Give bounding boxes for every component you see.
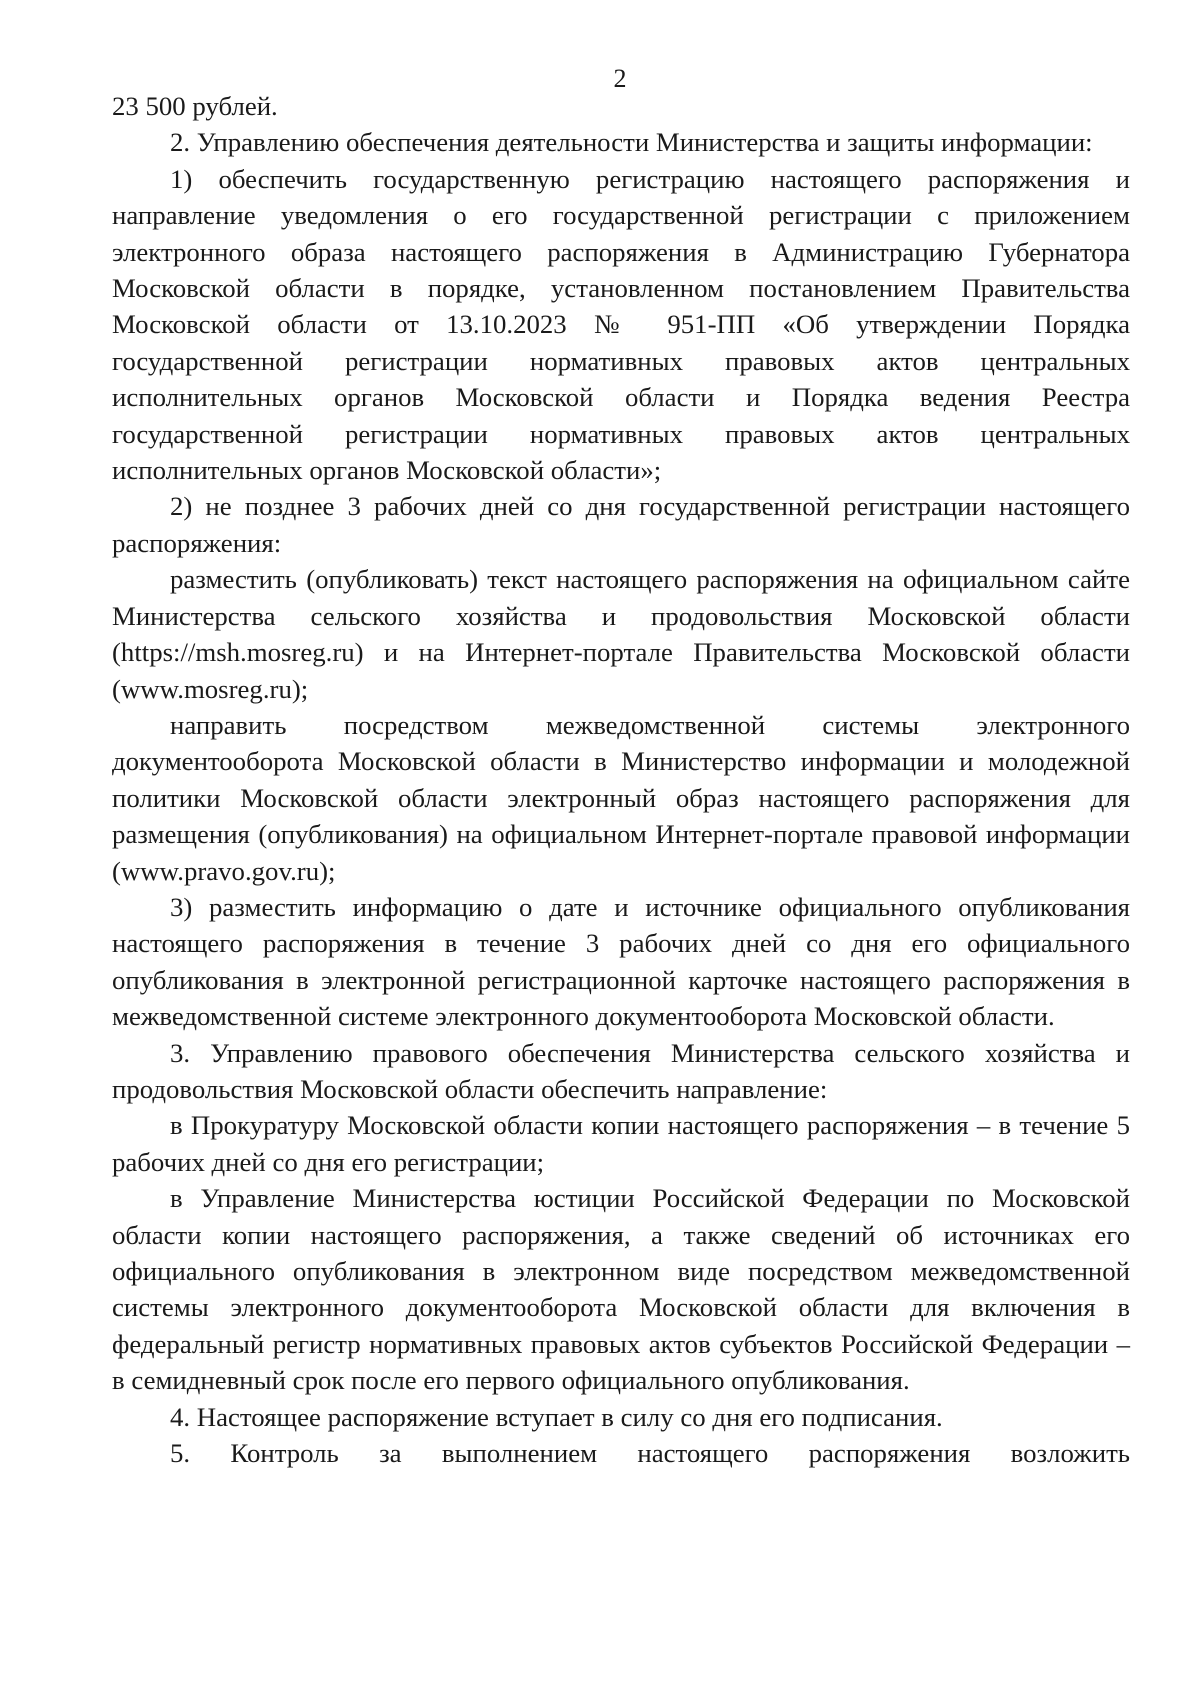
paragraph-subitem-1: 1) обеспечить государственную регистрацию настоящего распоряжения и направление уведомления о его государственной регистрации с приложением электронного образа настоящего распоряжения в Администрацию Губернатора Московской области в порядке, установленном постановлением Правительства Московской области от 13.10.2023 № 951-ПП «Об утверждении Порядка государственной регистрации нормативных правовых актов центральных исполнительных органов Московской области и Порядка ведения Реестра государственной регистрации нормативных правовых актов центральных исполнительных органов Московской области»; xyxy=(112,163,1130,486)
paragraph-subitem-2: 2) не позднее 3 рабочих дней со дня государственной регистрации настоящего распоряжения: xyxy=(112,491,1130,558)
page-number: 2 xyxy=(613,64,627,93)
paragraph-item-3: 3. Управлению правового обеспечения Министерства сельского хозяйства и продовольствия Московской области обеспечить направление: xyxy=(112,1037,1130,1104)
paragraph-item-4: 4. Настоящее распоряжение вступает в силу со дня его подписания. xyxy=(170,1401,943,1432)
paragraph-item-2: 2. Управлению обеспечения деятельности Министерства и защиты информации: xyxy=(170,127,1093,158)
paragraph-publish-site: разместить (опубликовать) текст настоящего распоряжения на официальном сайте Министерства сельского хозяйства и продовольствия Московской области (https://msh.mosreg.ru) и на Интернет-портале Правительства Московской области (www.mosreg.ru); xyxy=(112,564,1130,704)
paragraph-continuation: 23 500 рублей. xyxy=(112,91,278,121)
paragraph-send-ministry: направить посредством межведомственной системы электронного документооборота Московской области в Министерство информации и молодежной политики Московской области электронный образ настоящего распоряжения для размещения (опубликования) на официальном Интернет-портале правовой информации (www.pravo.gov.ru); xyxy=(112,709,1130,886)
paragraph-justice-ministry: в Управление Министерства юстиции Российской Федерации по Московской области копии настоящего распоряжения, а также сведений об источниках его официального опубликования в электронном виде посредством межведомственной системы электронного документооборота Московской области для включения в федеральный регистр нормативных правовых актов субъектов Российской Федерации – в семидневный срок после его первого официального опубликования. xyxy=(112,1183,1130,1396)
document-body xyxy=(112,88,1130,1471)
paragraph-subitem-3: 3) разместить информацию о дате и источнике официального опубликования настоящего распоряжения в течение 3 рабочих дней со дня его официального опубликования в электронной регистрационной карточке настоящего распоряжения в межведомственной системе электронного документооборота Московской области. xyxy=(112,891,1130,1032)
paragraph-item-5: 5. Контроль за выполнением настоящего распоряжения возложить xyxy=(170,1438,1130,1469)
paragraph-prosecutor: в Прокуратуру Московской области копии настоящего распоряжения – в течение 5 рабочих дней со дня его регистрации; xyxy=(112,1110,1130,1177)
